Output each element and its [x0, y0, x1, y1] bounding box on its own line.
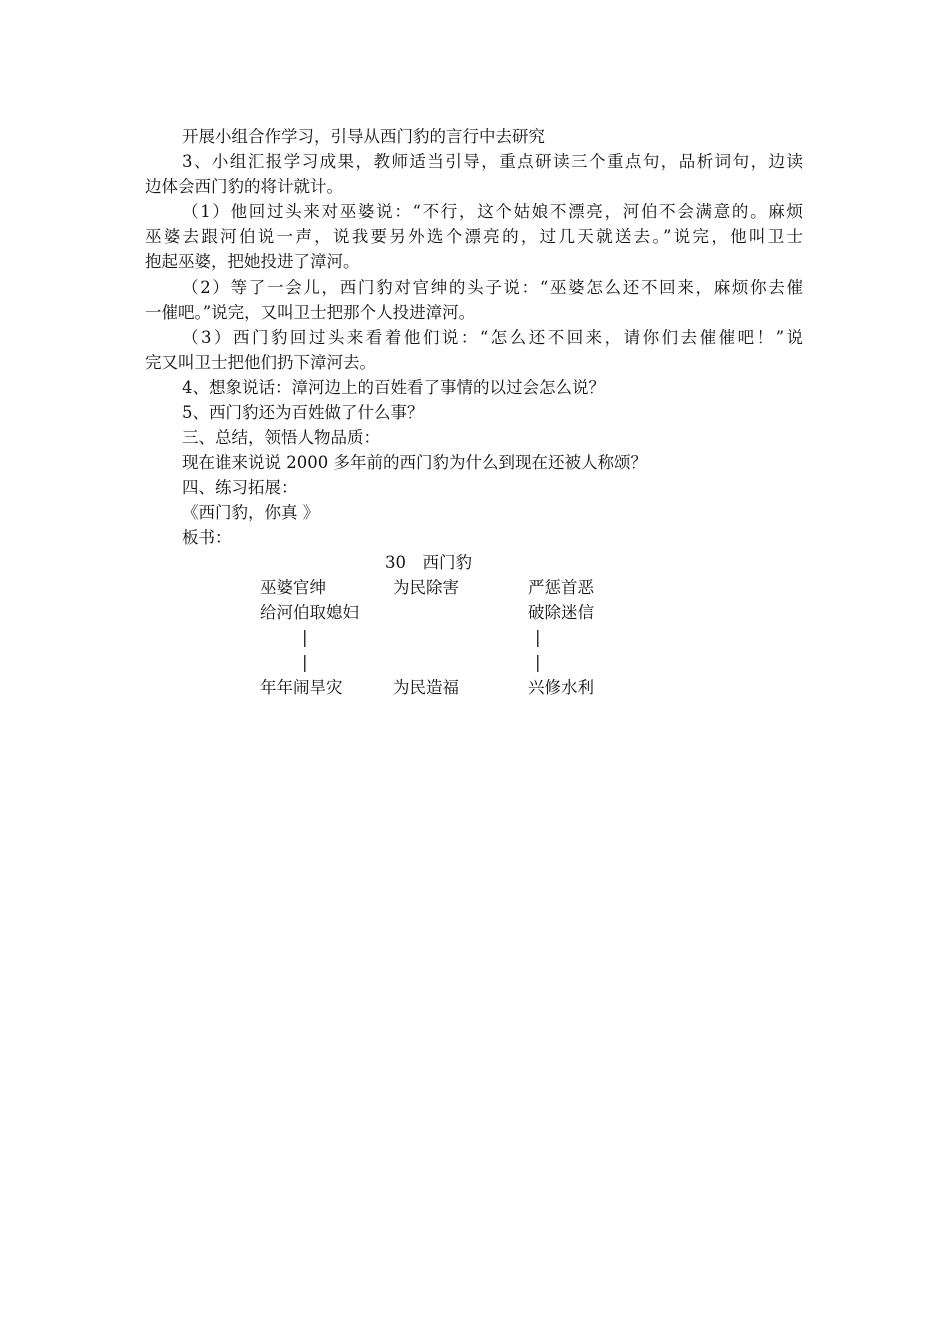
board-title: 30 西门豹 [385, 553, 472, 572]
section-summary-heading: 三、总结，领悟人物品质： [182, 428, 380, 447]
board-left-item-1: 巫婆官绅 [260, 578, 326, 597]
section-practice-heading: 四、练习拓展： [182, 478, 298, 497]
board-left-connector-2: | [302, 653, 308, 672]
board-middle-item-1: 为民除害 [393, 578, 459, 597]
board-heading: 板书： [182, 528, 232, 547]
sentence1-line1: （1）他回过头来对巫婆说：“不行，这个姑娘不漂亮，河伯不会满意的。麻烦 [182, 202, 803, 221]
sentence1-line3: 抱起巫婆，把她投进了漳河。 [145, 252, 360, 271]
paragraph-summary-question: 现在谁来说说 2000 多年前的西门豹为什么到现在还被人称颂？ [182, 453, 647, 472]
board-left-item-2: 给河伯取媳妇 [260, 603, 359, 622]
board-right-connector-2: | [535, 653, 541, 672]
paragraph-group-study: 开展小组合作学习，引导从西门豹的言行中去研究 [182, 127, 545, 146]
paragraph-step3-line2: 边体会西门豹的将计就计。 [145, 177, 343, 196]
board-middle-item-3: 为民造福 [393, 678, 459, 697]
board-left-item-3: 年年闹旱灾 [260, 678, 343, 697]
board-right-item-1: 严惩首恶 [528, 578, 594, 597]
sentence3-line2: 完又叫卫士把他们扔下漳河去。 [145, 353, 376, 372]
sentence2-line2: 一催吧。”说完，又叫卫士把那个人投进漳河。 [145, 303, 476, 322]
sentence2-line1: （2）等了一会儿，西门豹对官绅的头子说：“巫婆怎么还不回来，麻烦你去催 [182, 278, 803, 297]
board-right-item-3: 兴修水利 [528, 678, 594, 697]
paragraph-practice-title: 《西门豹，你真 》 [182, 503, 320, 522]
paragraph-step3-line1: 3、小组汇报学习成果，教师适当引导，重点研读三个重点句，品析词句，边读 [182, 152, 803, 171]
paragraph-step4: 4、想象说话：漳河边上的百姓看了事情的以过会怎么说？ [182, 378, 605, 397]
sentence3-line1: （3）西门豹回过头来看着他们说：“怎么还不回来，请你们去催催吧！”说 [182, 328, 803, 347]
board-right-connector-1: | [535, 628, 541, 647]
sentence1-line2: 巫婆去跟河伯说一声，说我要另外选个漂亮的，过几天就送去。”说完，他叫卫士 [145, 227, 803, 246]
board-left-connector-1: | [302, 628, 308, 647]
board-right-item-2: 破除迷信 [528, 603, 594, 622]
paragraph-step5: 5、西门豹还为百姓做了什么事？ [182, 403, 424, 422]
